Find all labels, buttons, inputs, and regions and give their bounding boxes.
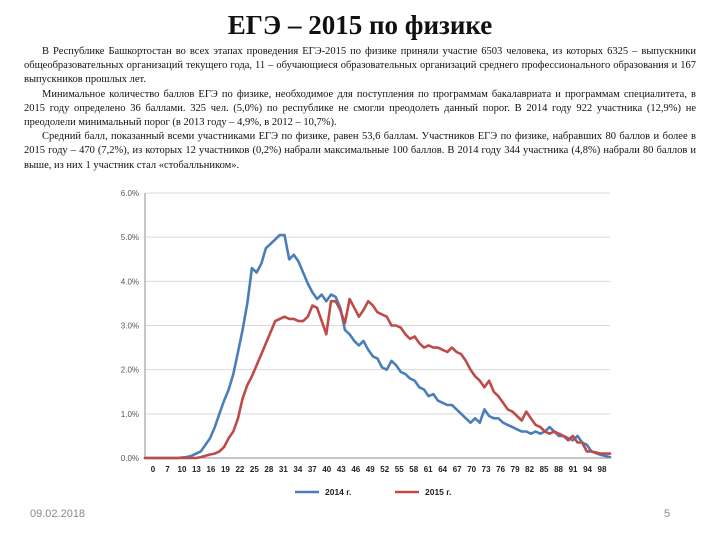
- x-tick-label: 94: [583, 465, 592, 474]
- x-tick-label: 40: [322, 465, 332, 474]
- x-tick-label: 7: [165, 465, 170, 474]
- x-tick-label: 79: [510, 465, 520, 474]
- x-tick-label: 76: [496, 465, 506, 474]
- x-tick-label: 98: [597, 465, 607, 474]
- x-tick-label: 82: [525, 465, 535, 474]
- x-tick-label: 88: [554, 465, 564, 474]
- x-tick-label: 85: [539, 465, 549, 474]
- x-tick-label: 91: [568, 465, 578, 474]
- page-number: 5: [664, 508, 671, 520]
- y-tick-label: 2.0%: [120, 365, 139, 375]
- x-tick-label: 22: [235, 465, 245, 474]
- x-tick-label: 16: [206, 465, 216, 474]
- x-tick-label: 10: [177, 465, 187, 474]
- paragraph-average: Средний балл, показанный всеми участниками ЕГЭ по физике, равен 53,6 баллам. Участников ЕГЭ по физике, набравших 80 баллов и более в 2015 году – 470 (7,2%), из которых 12 участников (0,2%) набрали максимальные 100 баллов. В 2014 году 344 участника (4,8%) набрали 80 баллов и выше, из них 1 участник стал «стобалльником».: [24, 131, 696, 171]
- x-tick-label: 46: [351, 465, 361, 474]
- paragraph-participants: В Республике Башкортостан во всех этапах проведения ЕГЭ-2015 по физике приняли участие 6503 человека, из которых 6325 – выпускники общеобразовательных организаций текущего года, 11 – обучающиеся образовательных организаций среднего профессионального образования и 167 выпускников прошлых лет.: [24, 46, 696, 86]
- x-tick-label: 31: [278, 465, 288, 474]
- x-tick-label: 34: [293, 465, 303, 474]
- x-tick-label: 61: [423, 465, 433, 474]
- slide-text: [24, 45, 696, 173]
- x-tick-label: 52: [380, 465, 390, 474]
- paragraph-threshold: Минимальное количество баллов ЕГЭ по физике, необходимое для поступления по программам бакалавриата и программам специалитета, в 2015 году определено 36 баллами. 325 чел. (5,0%) по республике не смогли преодолеть данный порог. В 2014 году 922 участника (12,9%) не преодолели минимальный порог (в 2013 году – 4,9%, в 2012 – 10,7%).: [24, 88, 696, 129]
- series-2014-line: [145, 235, 610, 458]
- x-tick-label: 0: [150, 465, 156, 474]
- x-tick-label: 25: [249, 465, 259, 474]
- slide-title: ЕГЭ – 2015 по физике: [227, 10, 493, 40]
- x-tick-label: 58: [409, 465, 419, 474]
- y-tick-label: 1.0%: [120, 409, 139, 419]
- x-tick-label: 55: [394, 465, 404, 474]
- y-tick-label: 0.0%: [120, 454, 139, 463]
- x-tick-label: 49: [365, 465, 375, 474]
- y-tick-label: 3.0%: [120, 321, 139, 331]
- x-tick-label: 19: [220, 465, 230, 474]
- score-distribution-chart: [95, 183, 630, 508]
- x-tick-label: 43: [336, 465, 346, 474]
- x-tick-label: 13: [191, 465, 201, 474]
- footer-date: 09.02.2018: [30, 508, 86, 520]
- x-tick-label: 37: [307, 465, 317, 474]
- y-tick-label: 4.0%: [120, 277, 139, 287]
- y-tick-label: 6.0%: [120, 189, 139, 198]
- legend-2015-label: 2015 г.: [425, 487, 452, 497]
- y-tick-label: 5.0%: [120, 233, 139, 243]
- x-tick-label: 73: [481, 465, 491, 474]
- x-tick-label: 67: [452, 465, 462, 474]
- x-tick-label: 28: [264, 465, 274, 474]
- legend-2014-label: 2014 г.: [325, 487, 352, 497]
- x-tick-label: 70: [467, 465, 477, 474]
- x-tick-label: 64: [438, 465, 448, 474]
